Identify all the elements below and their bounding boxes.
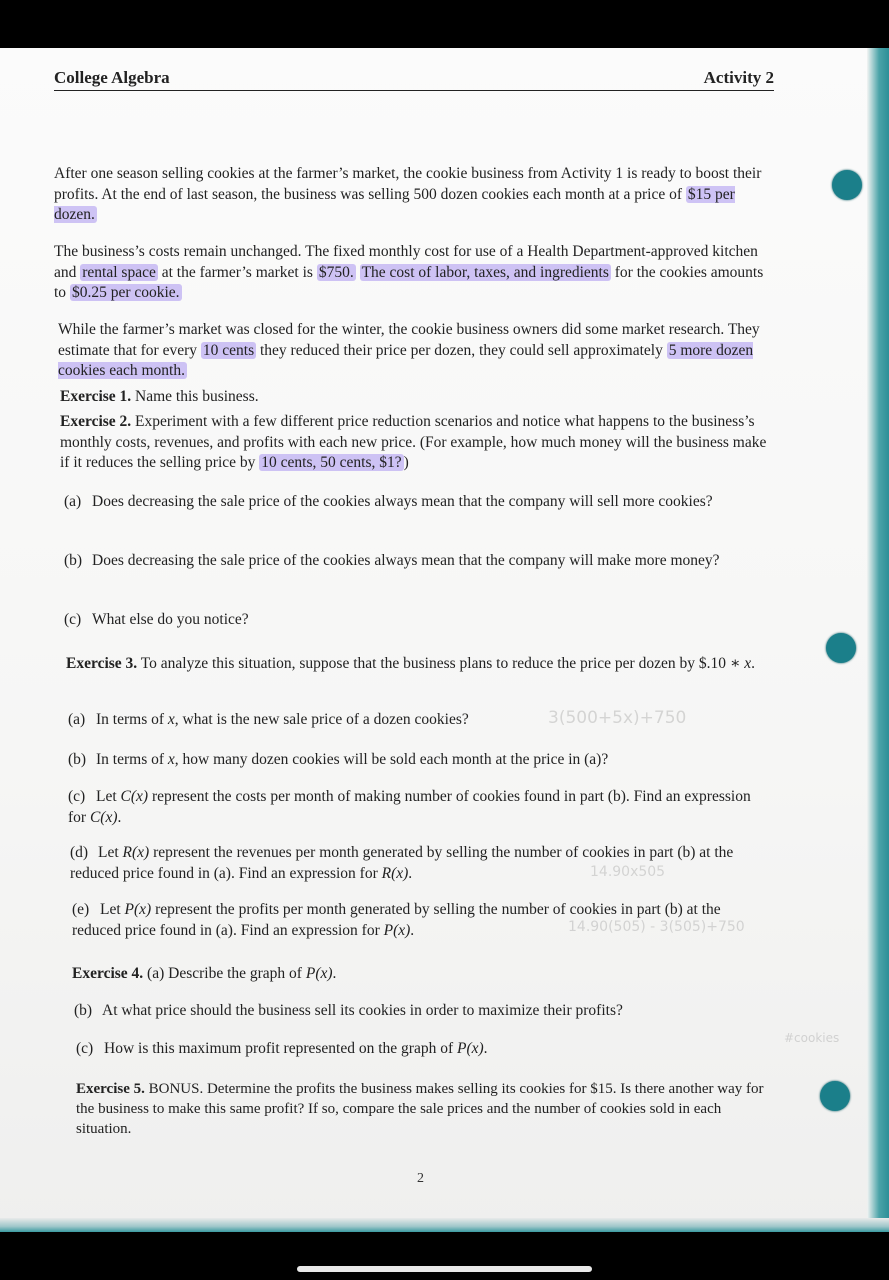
- exercise-4c-text-1: How is this maximum profit represented on the graph of: [104, 1040, 457, 1057]
- course-title: College Algebra: [54, 68, 170, 87]
- handwriting-note: 14.90x505: [590, 864, 666, 880]
- page-header: [54, 68, 774, 91]
- exercise-4b-text: At what price should the business sell its cookies in order to maximize their profits?: [102, 1002, 623, 1019]
- exercise-3-text: To analyze this situation, suppose that the business plans to reduce the price per dozen by $.10 ∗: [137, 655, 745, 672]
- function-p: P(x): [305, 965, 333, 982]
- exercise-3c-text-2: represent the costs per month of making number of cookies found in part (b). Find an expression for: [68, 788, 751, 826]
- exercise-2: [60, 412, 776, 474]
- highlight-fixed-cost: $750.: [318, 263, 354, 281]
- highlight-rental-space: rental space: [82, 263, 156, 281]
- exercise-5-text: BONUS. Determine the profits the business makes selling its cookies for $15. Is there another way for the business to make this same profit? If so, compare the sale prices and the number of cookies sold in each situation.: [76, 1081, 764, 1137]
- function-c: C(x): [120, 788, 149, 805]
- exercise-3c-text-1: Let: [96, 788, 121, 805]
- exercise-3b-text-2: , how many dozen cookies will be sold each month at the price in (a)?: [174, 751, 609, 768]
- item-label: (b): [64, 552, 83, 569]
- intro-paragraph-2: [54, 242, 778, 304]
- exercise-3c-end: .: [117, 808, 122, 826]
- item-label: (d): [70, 844, 89, 861]
- variable-x: x: [167, 711, 175, 728]
- home-indicator[interactable]: [297, 1266, 592, 1272]
- bottom-black-bar: [0, 1232, 889, 1280]
- variable-x: x: [167, 751, 175, 768]
- exercise-2-text: Experiment with a few different price reduction scenarios and notice what happens to the business’s monthly costs, revenues, and profits with each new price. (For example, how much money will the business make if it reduces the selling price by: [60, 413, 767, 471]
- exercise-2b-text: Does decreasing the sale price of the cookies always mean that the company will make more money?: [92, 552, 720, 569]
- exercise-1: [60, 387, 780, 408]
- exercise-3e-text-2: represent the profits per month generated by selling the number of cookies in part (b) at the reduced price found in (a). Find an expression for: [72, 901, 721, 939]
- function-p: P(x): [383, 921, 411, 939]
- highlight-per-cookie: $0.25 per cookie.: [71, 284, 180, 301]
- exercise-4-label: Exercise 4.: [72, 965, 144, 982]
- function-p: P(x): [456, 1040, 484, 1057]
- exercise-4: [72, 964, 772, 985]
- intro-p2-text-b: at the farmer’s market is: [157, 263, 317, 281]
- exercise-3e-end: .: [410, 921, 415, 939]
- exercise-2-label: Exercise 2.: [60, 413, 132, 430]
- exercise-4a-end: .: [332, 965, 337, 982]
- exercise-3a-text-2: , what is the new sale price of a dozen cookies?: [174, 711, 469, 728]
- item-label: (a): [64, 493, 82, 510]
- exercise-3d-text-2: represent the revenues per month generated by selling the number of cookies in part (b) at the reduced price found in (a). Find an expression for: [70, 844, 734, 882]
- variable-x: x: [744, 655, 752, 672]
- exercise-2-end: ): [403, 454, 409, 471]
- item-label: (b): [68, 751, 87, 768]
- intro-paragraph-3: [58, 320, 778, 382]
- activity-title: Activity 2: [703, 68, 774, 87]
- exercise-4c: [76, 1039, 776, 1060]
- highlight-examples: 10 cents, 50 cents, $1?: [261, 454, 402, 471]
- page-bottom-edge: [0, 1218, 889, 1232]
- exercise-3b-text-1: In terms of: [96, 751, 168, 768]
- item-label: (b): [74, 1002, 93, 1019]
- exercise-3b: [68, 750, 768, 771]
- exercise-3: [66, 654, 772, 675]
- binder-hole: [820, 1081, 850, 1111]
- exercise-2a: [64, 492, 776, 513]
- intro-p3-text-a: While the farmer’s market was closed for the winter, the cookie business owners did some market research. They estimate that for every: [58, 321, 760, 359]
- item-label: (c): [64, 611, 82, 628]
- function-c: C(x): [89, 808, 118, 826]
- highlight-labor-cost: The cost of labor, taxes, and ingredients: [361, 263, 609, 281]
- exercise-3-end: .: [751, 655, 756, 672]
- exercise-4b: [74, 1001, 774, 1022]
- exercise-3a-text-1: In terms of: [96, 711, 168, 728]
- exercise-1-label: Exercise 1.: [60, 388, 132, 405]
- binder-hole: [826, 633, 856, 663]
- exercise-4a-text-1: (a) Describe the graph of: [143, 965, 306, 982]
- item-label: (e): [72, 901, 90, 918]
- exercise-1-text: Name this business.: [131, 388, 259, 405]
- item-label: (c): [68, 788, 86, 805]
- exercise-3e-text-1: Let: [100, 901, 125, 918]
- function-p: P(x): [124, 901, 152, 918]
- function-r: R(x): [381, 864, 409, 882]
- highlight-price: $15 per dozen.: [54, 185, 735, 223]
- binder-hole: [832, 170, 862, 200]
- exercise-3d-text-1: Let: [98, 844, 123, 861]
- intro-p2-space: [356, 264, 360, 281]
- item-label: (c): [76, 1040, 94, 1057]
- highlight-5-dozen: 5 more dozen cookies each month.: [58, 341, 754, 379]
- exercise-2c: [64, 610, 776, 631]
- handwriting-note: #cookies: [784, 1031, 840, 1045]
- intro-p2-text-d: for the cookies amounts to: [54, 263, 764, 301]
- exercise-5-label: Exercise 5.: [76, 1081, 145, 1097]
- binder-edge: [867, 48, 889, 1232]
- exercise-4c-end: .: [483, 1040, 488, 1057]
- intro-p1-text: After one season selling cookies at the farmer’s market, the cookie business from Activity 1 is ready to boost their profits. At the end of last season, the business was selling 500 dozen cookies each month at a price of: [54, 165, 762, 203]
- exercise-2a-text: Does decreasing the sale price of the cookies always mean that the company will sell more cookies?: [92, 493, 713, 510]
- handwriting-note: 3(500+5x)+750: [548, 708, 687, 728]
- exercise-3-label: Exercise 3.: [66, 655, 138, 672]
- intro-paragraph-1: [54, 164, 778, 226]
- highlight-10-cents: 10 cents: [202, 341, 255, 359]
- item-label: (a): [68, 711, 86, 728]
- exercise-2c-text: What else do you notice?: [92, 611, 249, 628]
- intro-p3-text-b: they reduced their price per dozen, they could sell approximately: [256, 341, 667, 359]
- exercise-2b: [64, 551, 776, 572]
- handwriting-note: 14.90(505) - 3(505)+750: [568, 919, 745, 935]
- exercise-5: [76, 1079, 766, 1139]
- top-black-bar: [0, 0, 889, 48]
- function-r: R(x): [122, 844, 150, 861]
- page-number: 2: [417, 1171, 424, 1186]
- exercise-3c: [68, 787, 768, 828]
- exercise-3d-end: .: [408, 864, 413, 882]
- intro-p2-text-a: The business’s costs remain unchanged. The fixed monthly cost for use of a Health Department-approved kitchen and: [54, 243, 758, 281]
